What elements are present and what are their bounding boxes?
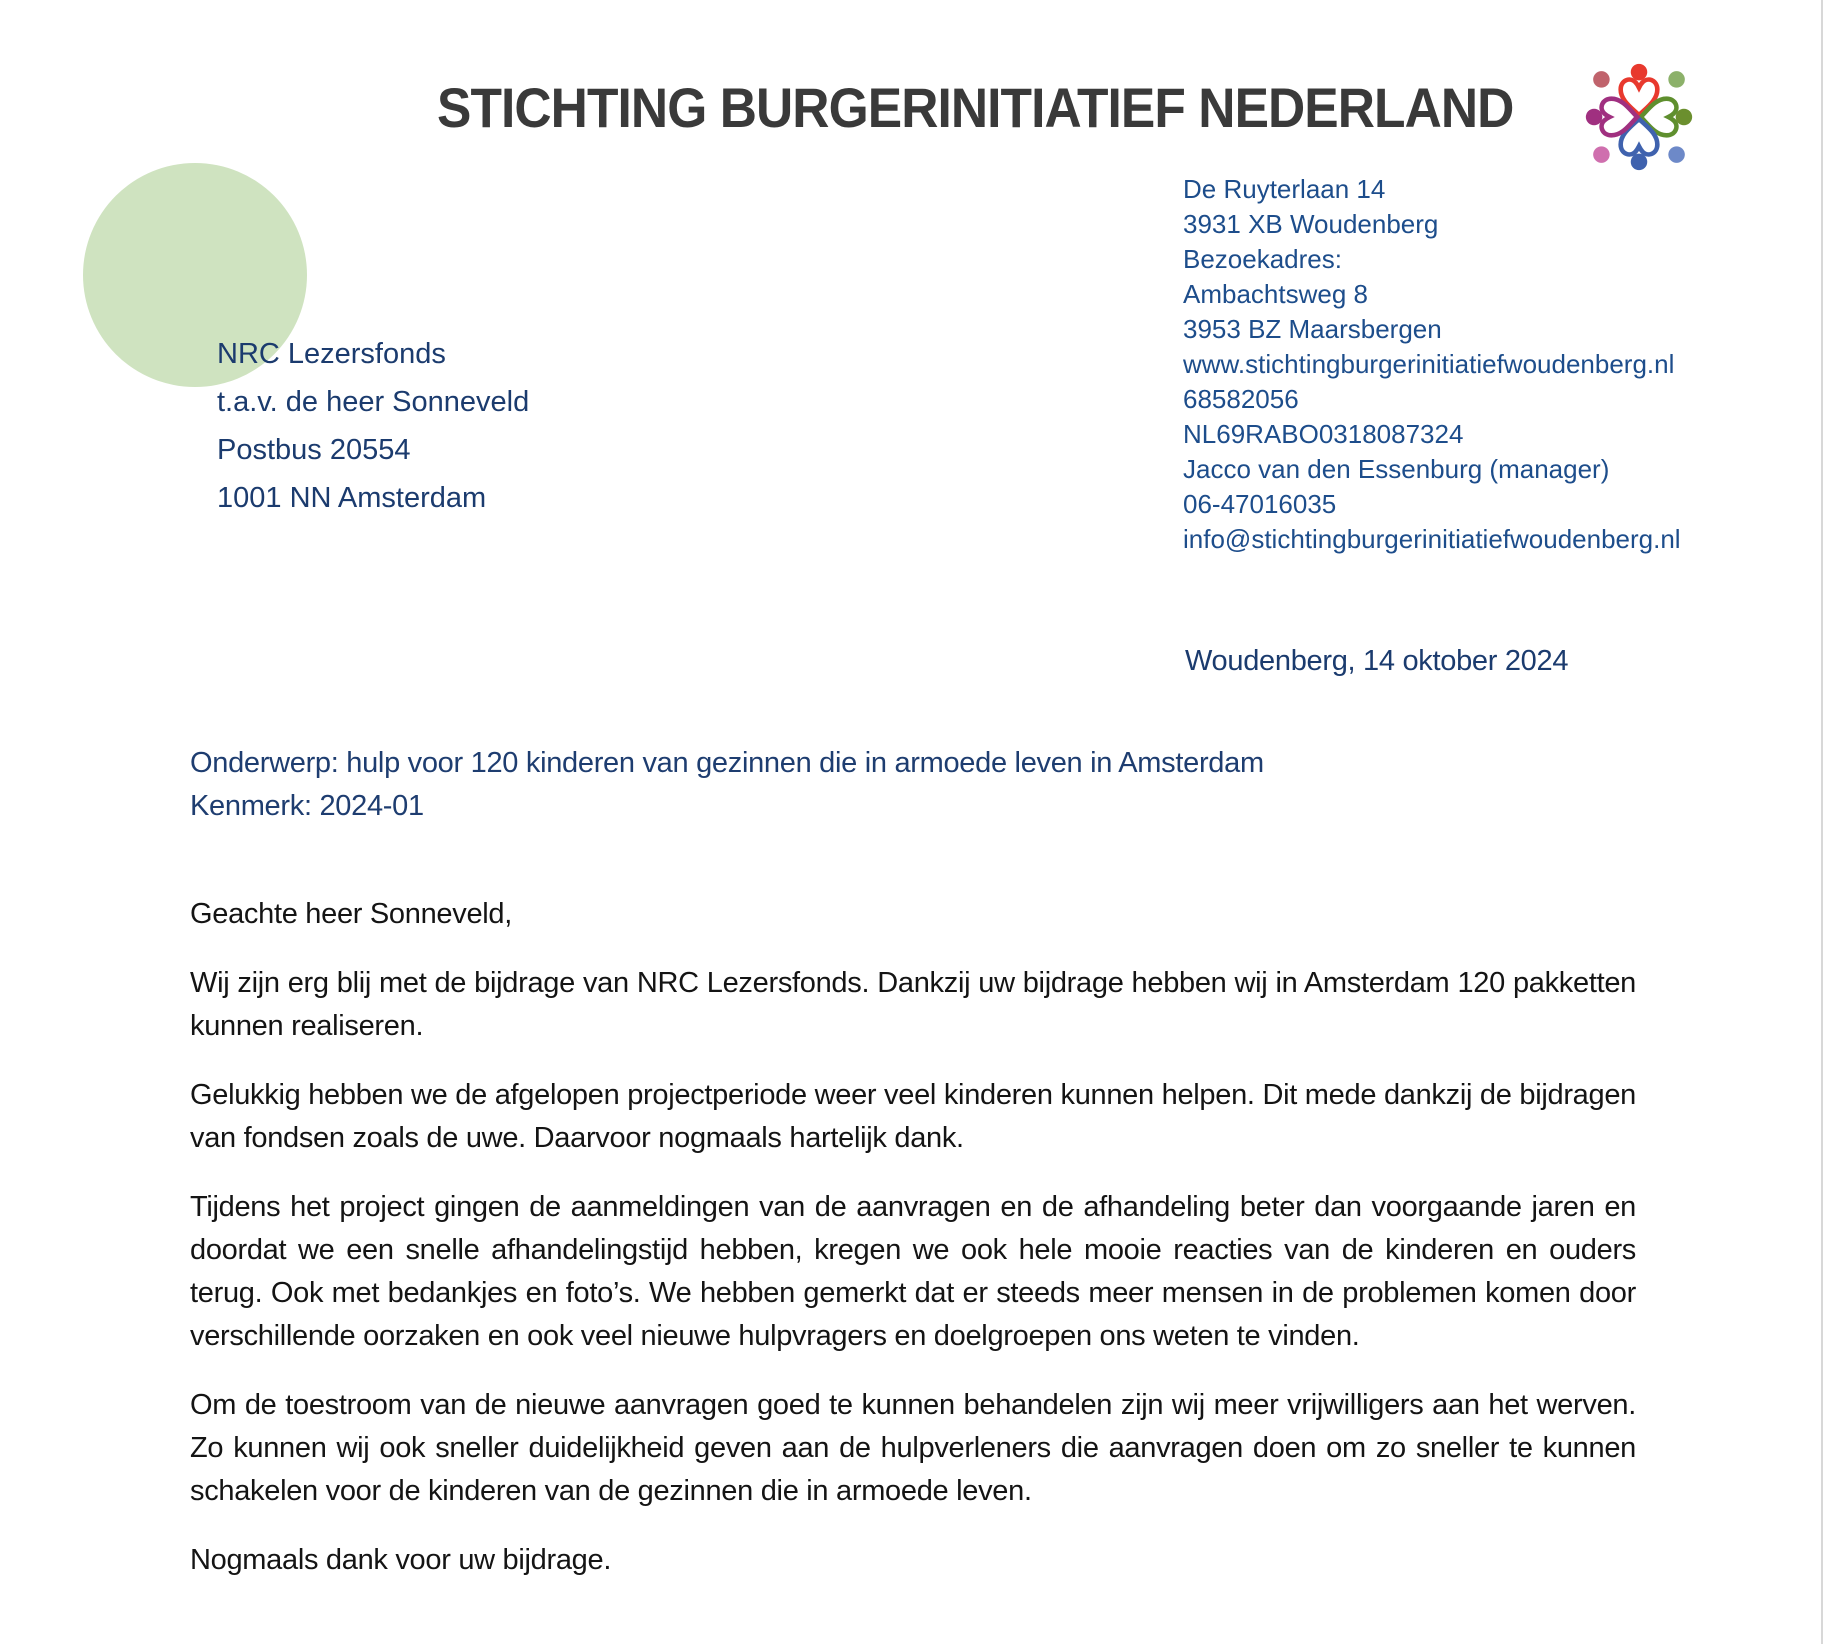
recipient-attention-line: t.a.v. de heer Sonneveld [217, 386, 530, 418]
reference-line: Kenmerk: 2024-01 [190, 790, 424, 822]
organization-name-text: STICHTING BURGERINITIATIEF NEDERLAND [437, 76, 1514, 139]
recipient-address-block [217, 330, 529, 522]
paragraph-project-progress: Tijdens het project gingen de aanmeldingen van de aanvragen en de afhandeling beter dan voorgaande jaren en doordat we een snelle afhandelingstijd hebben, kregen we ook hele mooie reacties van de kinderen en ouders terug. Ook met bedankjes en foto’s. We hebben gemerkt dat er steeds meer mensen in de problemen komen door verschillende oorzaken en ook veel nieuwe hulpvragers en doelgroepen ons weten te vinden. [190, 1191, 1636, 1352]
sender-visit-postal-city: 3953 BZ Maarsbergen [1183, 314, 1442, 344]
subject-block [190, 742, 1264, 828]
sender-kvk-number: 68582056 [1183, 384, 1299, 414]
hearts-people-logo-icon [1584, 62, 1694, 172]
sender-visit-street: Ambachtsweg 8 [1183, 279, 1368, 309]
closing-line: Nogmaals dank voor uw bijdrage. [190, 1544, 612, 1576]
paragraph-volunteers: Om de toestroom van de nieuwe aanvragen goed te kunnen behandelen zijn wij meer vrijwilligers aan het werven. Zo kunnen wij ook sneller duidelijkheid geven aan de hulpverleners die aanvragen doen om zo sneller te kunnen schakelen voor de kinderen van de gezinnen die in armoede leven. [190, 1389, 1636, 1507]
paragraph-project-period: Gelukkig hebben we de afgelopen projectperiode weer veel kinderen kunnen helpen. Dit mede dankzij de bijdragen van fondsen zoals de uwe. Daarvoor nogmaals hartelijk dank. [190, 1079, 1636, 1154]
recipient-postal-city: 1001 NN Amsterdam [217, 482, 487, 514]
letter-body [190, 893, 1636, 1608]
sender-postal-city: 3931 XB Woudenberg [1183, 209, 1439, 239]
recipient-organization: NRC Lezersfonds [217, 338, 446, 370]
page-edge-line [1821, 0, 1823, 1644]
sender-street: De Ruyterlaan 14 [1183, 174, 1386, 204]
sender-website: www.stichtingburgerinitiatiefwoudenberg.nl [1183, 349, 1675, 379]
salutation: Geachte heer Sonneveld, [190, 898, 512, 930]
sender-phone: 06-47016035 [1183, 489, 1337, 519]
sender-contact-person: Jacco van den Essenburg (manager) [1183, 454, 1610, 484]
subject-line: Onderwerp: hulp voor 120 kinderen van gezinnen die in armoede leven in Amsterdam [190, 747, 1264, 779]
recipient-postbox: Postbus 20554 [217, 434, 411, 466]
sender-email: info@stichtingburgerinitiatiefwoudenberg.nl [1183, 524, 1681, 554]
sender-iban: NL69RABO0318087324 [1183, 419, 1464, 449]
date-line: Woudenberg, 14 oktober 2024 [1185, 645, 1569, 677]
sender-address-block [1183, 172, 1681, 557]
sender-visit-address-label: Bezoekadres: [1183, 244, 1342, 274]
paragraph-thanks-contribution: Wij zijn erg blij met de bijdrage van NRC Lezersfonds. Dankzij uw bijdrage hebben wij in Amsterdam 120 pakketten kunnen realiseren. [190, 967, 1636, 1042]
organization-name [437, 76, 1607, 139]
